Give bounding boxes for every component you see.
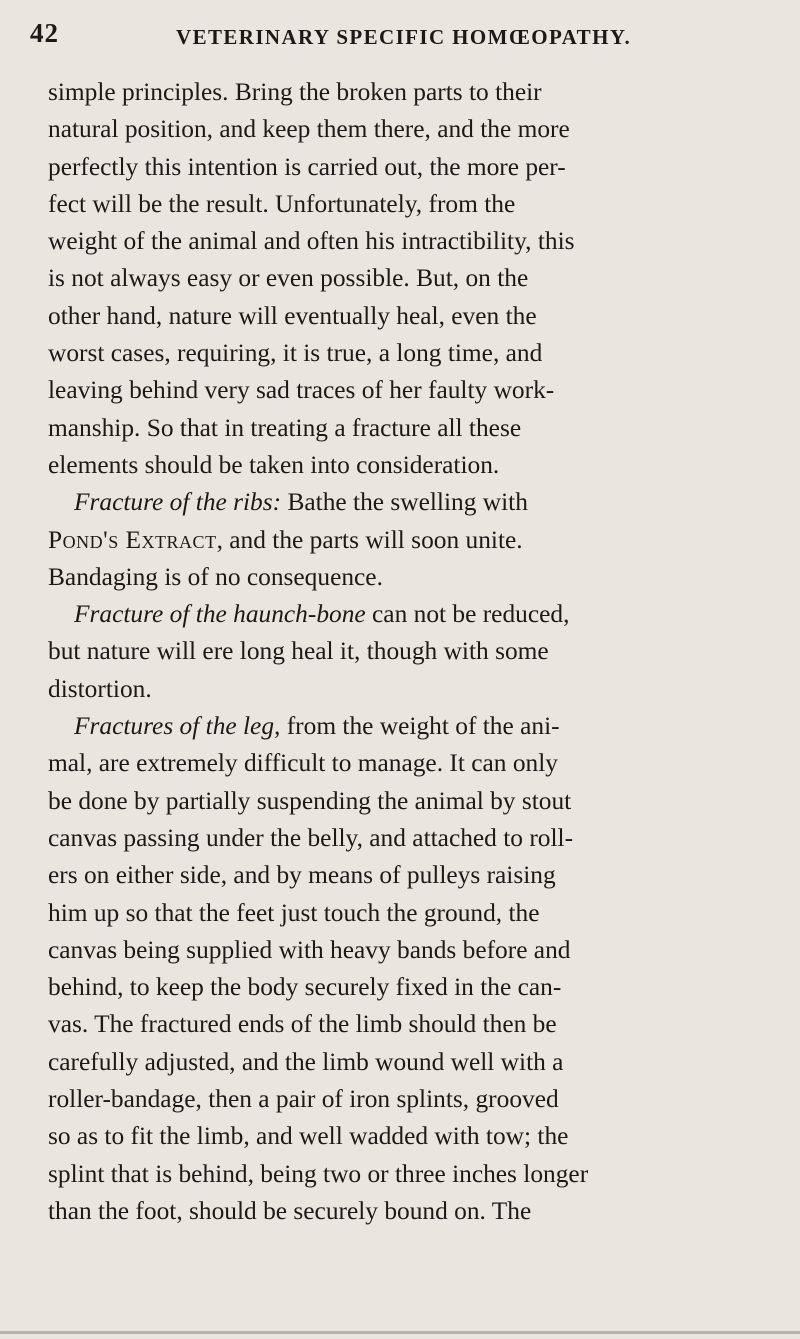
page-bottom-edge <box>0 1331 800 1334</box>
text-line: canvas passing under the belly, and attached to roll- <box>48 823 574 852</box>
text-line: natural position, and keep them there, and the more <box>48 115 570 144</box>
text-line: but nature will ere long heal it, though with some <box>48 637 549 666</box>
text-run: from the weight of the ani- <box>280 712 560 741</box>
text-line: be done by partially suspending the animal by stout <box>48 786 572 815</box>
page-number: 42 <box>30 18 59 48</box>
text-run: can not be reduced, <box>365 600 570 629</box>
text-line <box>48 522 768 559</box>
text-line: perfectly this intention is carried out, the more per- <box>48 152 566 181</box>
section-heading-haunch: Fracture of the haunch-bone <box>74 600 366 629</box>
text-line: distortion. <box>48 674 152 703</box>
text-line: fect will be the result. Unfortunately, from the <box>48 189 516 218</box>
text-line: behind, to keep the body securely fixed in the can- <box>48 973 562 1002</box>
text-line: canvas being supplied with heavy bands before and <box>48 935 571 964</box>
text-line: ers on either side, and by means of pulleys raising <box>48 861 556 890</box>
text-line: weight of the animal and often his intractibility, this <box>48 227 575 256</box>
text-line: other hand, nature will eventually heal, even the <box>48 301 537 330</box>
text-line: is not always easy or even possible. But, on the <box>48 264 529 293</box>
body-text <box>48 74 768 1230</box>
text-line: manship. So that in treating a fracture all these <box>48 413 522 442</box>
text-line: than the foot, should be securely bound on. The <box>48 1196 532 1225</box>
text-line: leaving behind very sad traces of her faulty work- <box>48 376 555 405</box>
paragraph-fracture-ribs <box>48 484 768 521</box>
text-run: , and the parts will soon unite. <box>216 525 523 554</box>
text-line: elements should be taken into consideration. <box>48 450 500 479</box>
text-line: roller-bandage, then a pair of iron splints, grooved <box>48 1085 559 1114</box>
paragraph-fracture-haunch <box>48 596 768 633</box>
remedy-name: Pond's Extract <box>48 525 217 554</box>
text-line: simple principles. Bring the broken parts to their <box>48 78 542 106</box>
section-heading-leg: Fractures of the leg, <box>74 712 281 741</box>
text-line: worst cases, requiring, it is true, a long time, and <box>48 339 543 368</box>
text-line: splint that is behind, being two or three inches longer <box>48 1159 589 1188</box>
paragraph-fractures-leg <box>48 708 768 745</box>
section-heading-ribs: Fracture of the ribs: <box>74 488 282 517</box>
text-line: Bandaging is of no consequence. <box>48 562 383 591</box>
text-line: mal, are extremely difficult to manage. It can only <box>48 749 558 778</box>
text-run: Bathe the swelling with <box>281 488 528 517</box>
running-head <box>30 18 730 52</box>
text-line: so as to fit the limb, and well wadded with tow; the <box>48 1122 569 1151</box>
text-line: carefully adjusted, and the limb wound well with a <box>48 1047 564 1076</box>
running-head-title: VETERINARY SPECIFIC HOMŒOPATHY. <box>176 25 632 49</box>
text-line: him up so that the feet just touch the ground, the <box>48 898 540 927</box>
text-line: vas. The fractured ends of the limb should then be <box>48 1010 557 1039</box>
